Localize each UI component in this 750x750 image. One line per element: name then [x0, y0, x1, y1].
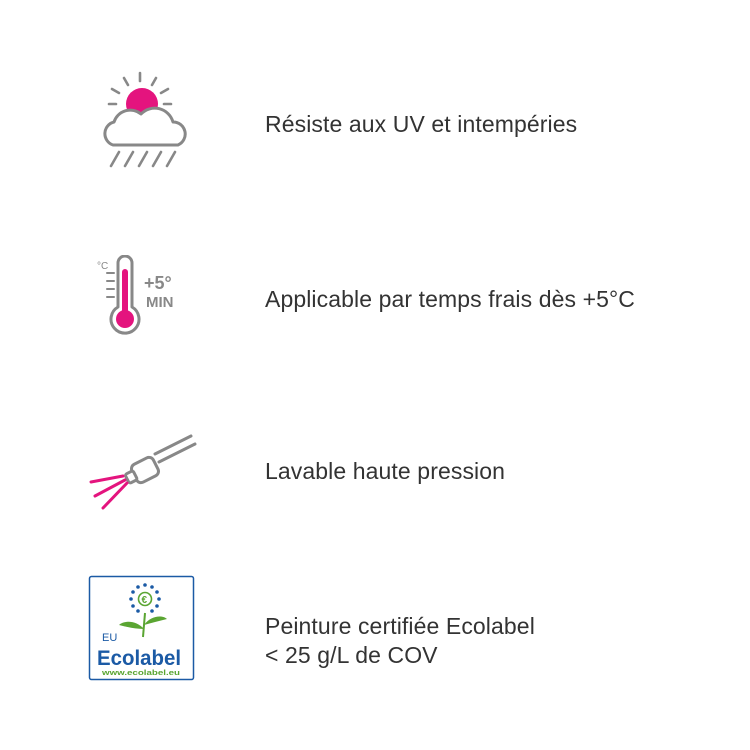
feature-label-line: Résiste aux UV et intempéries	[265, 111, 578, 137]
feature-label-line: Peinture certifiée Ecolabel	[265, 613, 535, 639]
feature-label	[265, 285, 635, 314]
min-label-text: MIN	[146, 294, 174, 311]
ecolabel-url-text: www.ecolabel.eu	[100, 670, 180, 677]
feature-label-line: Applicable par temps frais dès +5°C	[265, 286, 636, 312]
feature-cold-application	[0, 255, 750, 345]
pressure-washer-icon	[85, 430, 200, 515]
thermometer-icon	[85, 255, 200, 340]
feature-ecolabel	[0, 575, 750, 685]
svg-text:€: €	[141, 595, 148, 606]
sun-cloud-rain-icon	[85, 70, 200, 170]
celsius-unit-text: °C	[97, 261, 109, 272]
ecolabel-eu-text: EU	[102, 632, 118, 644]
feature-label-line: < 25 g/L de COV	[265, 642, 438, 668]
temperature-min-text: +5°	[144, 273, 172, 293]
feature-pressure-washable	[0, 430, 750, 520]
feature-label	[265, 110, 577, 139]
feature-label-line: Lavable haute pression	[265, 458, 506, 484]
feature-uv-weather	[0, 70, 750, 180]
feature-label	[265, 457, 505, 486]
eu-ecolabel-logo	[85, 575, 200, 681]
ecolabel-name-text: Ecolabel	[97, 647, 181, 670]
feature-label	[265, 612, 535, 670]
